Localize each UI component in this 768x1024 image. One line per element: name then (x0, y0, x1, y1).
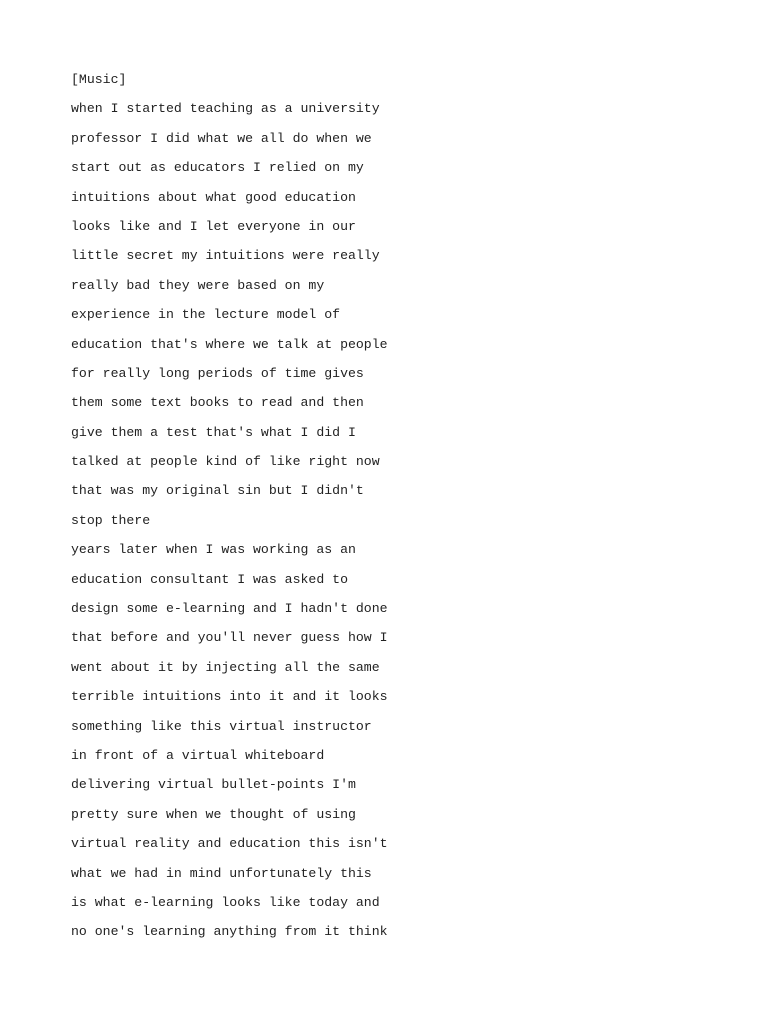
transcript-line: that was my original sin but I didn't (71, 483, 364, 499)
transcript-line: that before and you'll never guess how I (71, 630, 388, 646)
transcript-line: education that's where we talk at people (71, 336, 388, 352)
transcript-line: looks like and I let everyone in our (71, 218, 356, 234)
transcript-line: for really long periods of time gives (71, 365, 364, 381)
transcript-line: little secret my intuitions were really (71, 248, 380, 264)
transcript-line: professor I did what we all do when we (71, 130, 372, 146)
transcript-line: experience in the lecture model of (71, 307, 341, 323)
transcript-line: education consultant I was asked to (71, 571, 348, 587)
transcript-line: years later when I was working as an (71, 542, 356, 558)
transcript-line: give them a test that's what I did I (71, 424, 356, 440)
transcript-line: went about it by injecting all the same (71, 659, 380, 675)
transcript-line: when I started teaching as a university (71, 101, 380, 117)
transcript-line: in front of a virtual whiteboard (71, 747, 325, 763)
transcript-document (71, 70, 711, 952)
transcript-line: pretty sure when we thought of using (71, 806, 356, 822)
transcript-line: terrible intuitions into it and it looks (71, 689, 388, 705)
transcript-line: talked at people kind of like right now (71, 454, 380, 470)
transcript-line: design some e-learning and I hadn't done (71, 601, 388, 617)
transcript-line: intuitions about what good education (71, 189, 356, 205)
transcript-line: [Music] (71, 72, 127, 87)
transcript-line: is what e-learning looks like today and (71, 894, 380, 910)
transcript-line: start out as educators I relied on my (71, 160, 364, 176)
transcript-line: something like this virtual instructor (71, 718, 372, 734)
transcript-line: virtual reality and education this isn't (71, 836, 388, 852)
transcript-line: them some text books to read and then (71, 395, 364, 411)
transcript-line: stop there (71, 512, 151, 528)
transcript-line: really bad they were based on my (71, 277, 325, 293)
transcript-line: no one's learning anything from it think (71, 924, 388, 940)
transcript-line: what we had in mind unfortunately this (71, 865, 372, 881)
transcript-line: delivering virtual bullet-points I'm (71, 777, 356, 793)
